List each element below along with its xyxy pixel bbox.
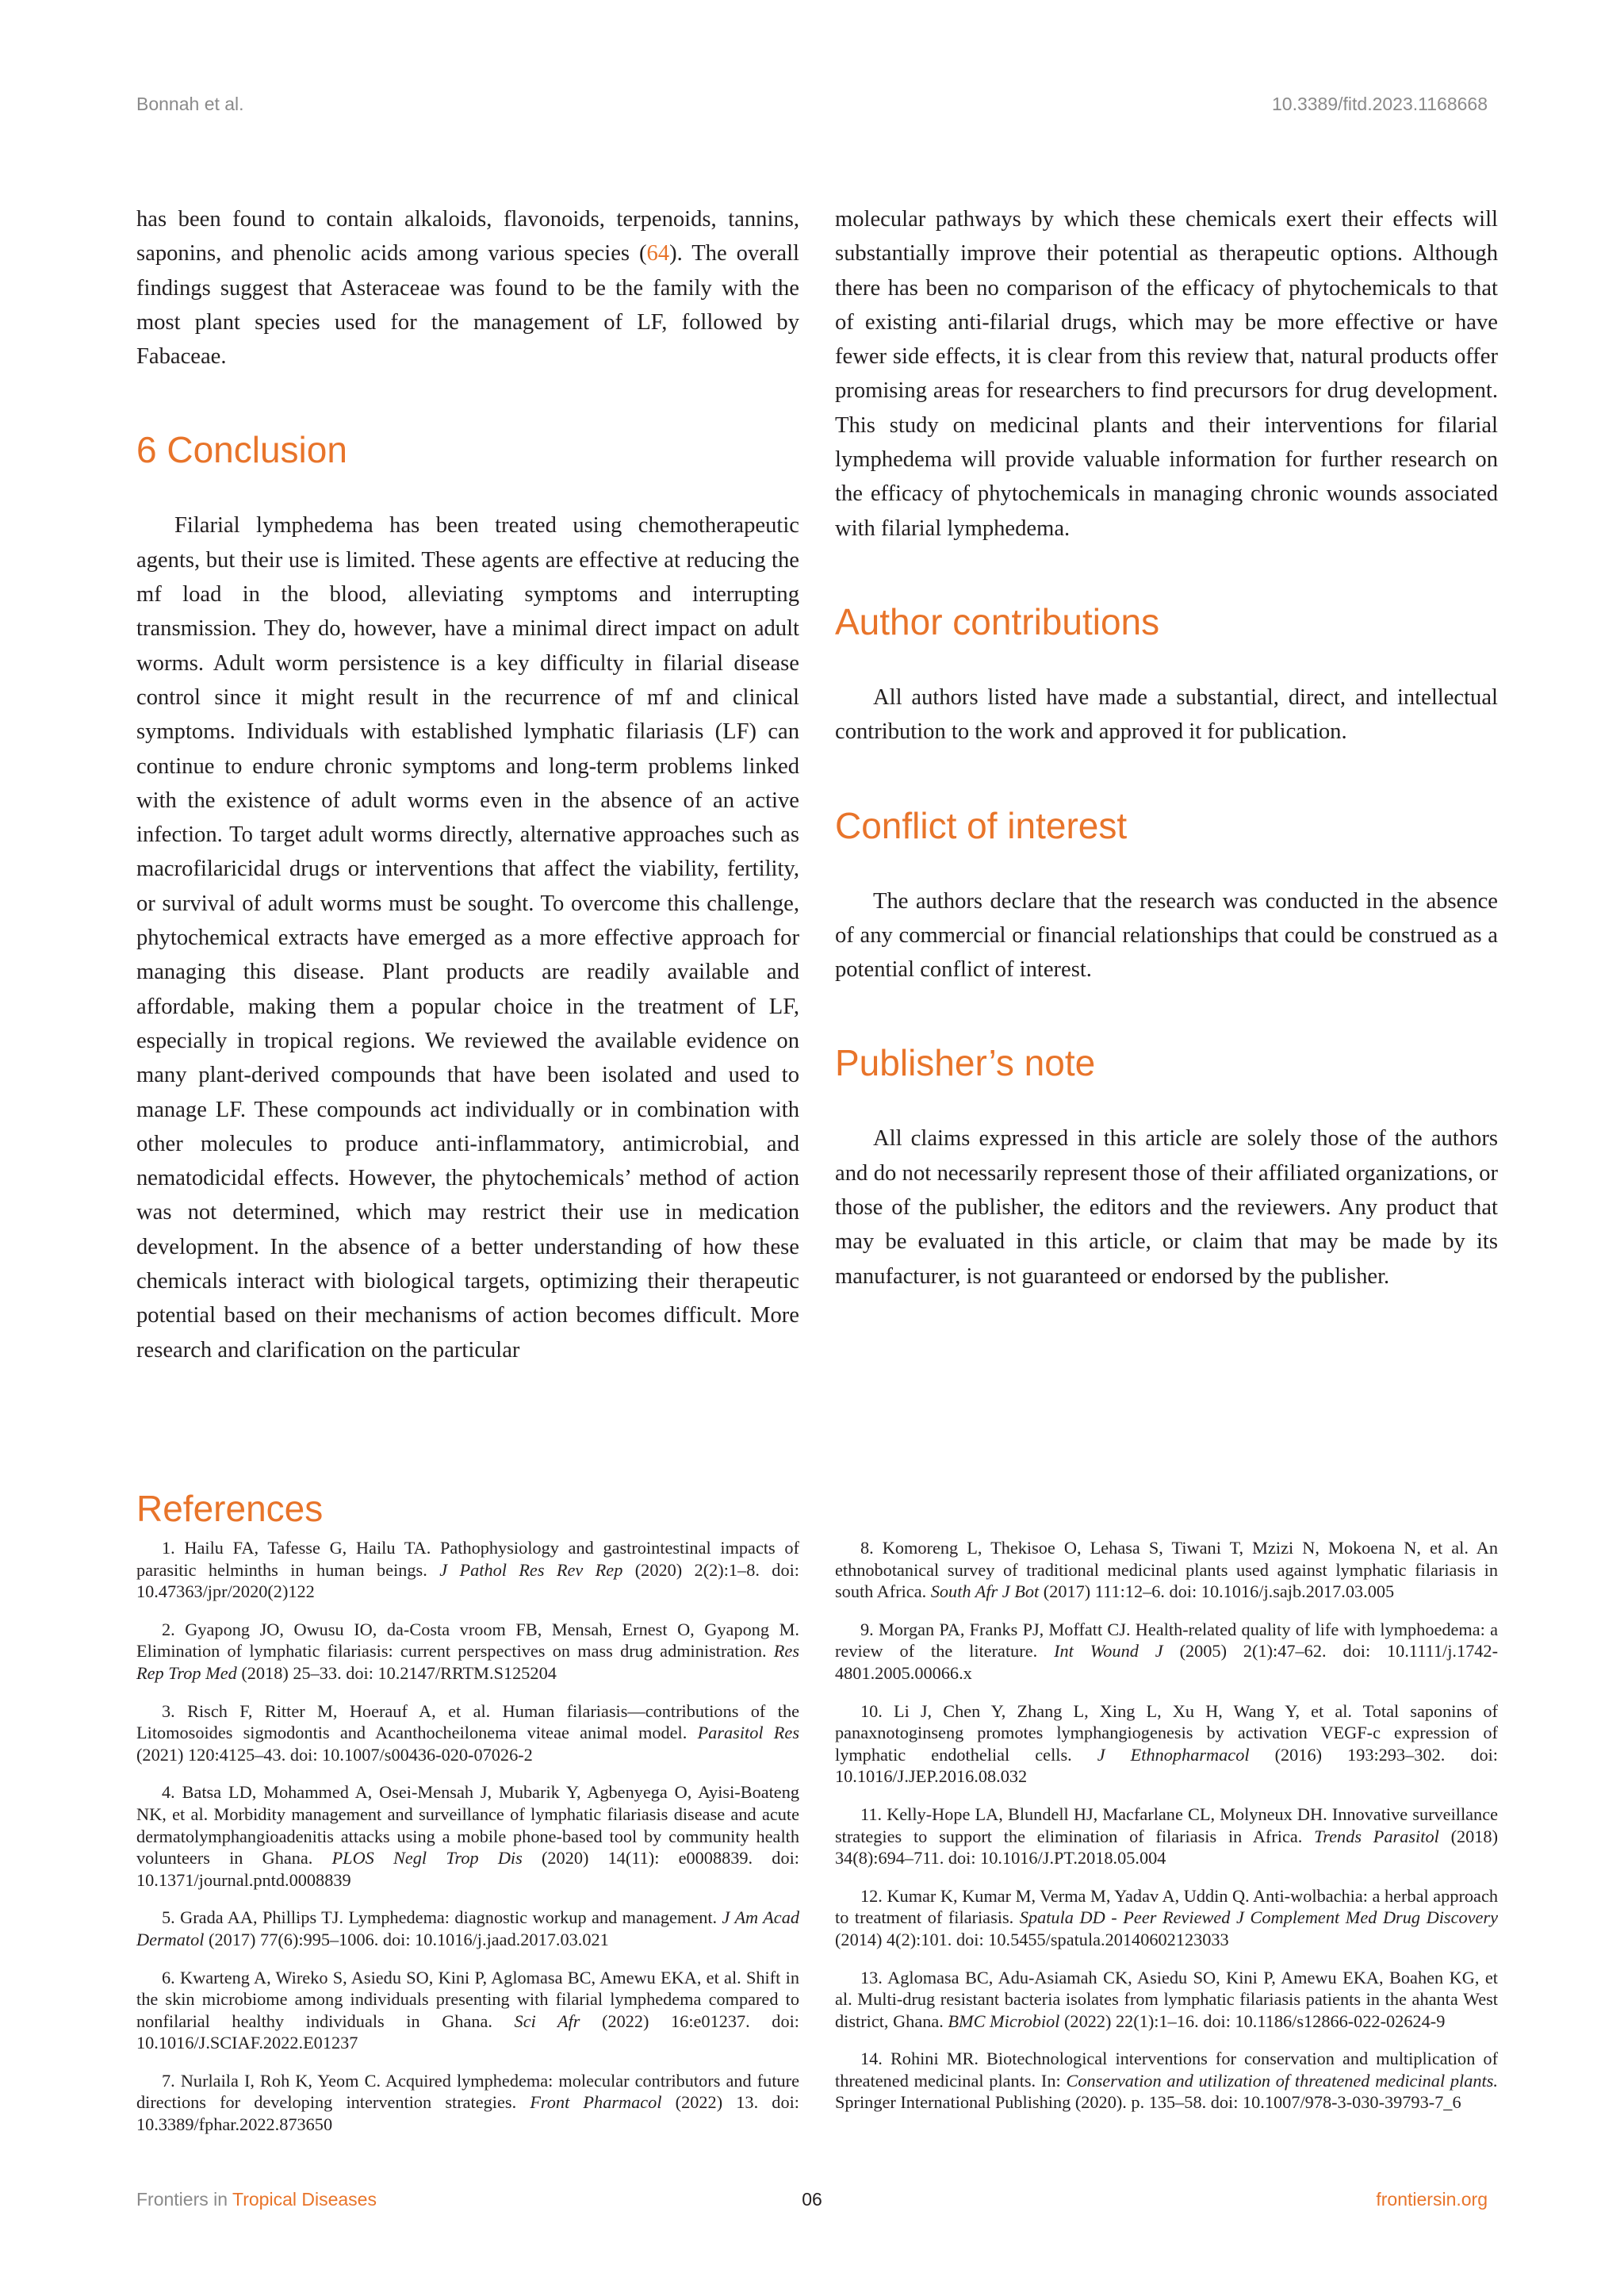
reference-item: 3. Risch F, Ritter M, Hoerauf A, et al. Human filariasis—contributions of the Litomosoides sigmodontis and Acanthocheilonema viteae animal model. Parasitol Res (2021) 120:4125–43. doi: 10.1007/s00436-020-07026-2 xyxy=(136,1700,799,1765)
header-authors: Bonnah et al. xyxy=(136,94,244,114)
reference-item: 11. Kelly-Hope LA, Blundell HJ, Macfarlane CL, Molyneux DH. Innovative surveillance strategies to support the elimination of filariasis in Africa. Trends Parasitol (2018) 34(8):694–711. doi: 10.1016/J.PT.2018.05.004 xyxy=(835,1803,1499,1869)
reference-item: 14. Rohini MR. Biotechnological interventions for conservation and multiplication of threatened medicinal plants. In: Conservation and utilization of threatened medicinal plants. Springer International Publishing (2020). p. 135–58. doi: 10.1007/978-3-030-39793-7_6 xyxy=(835,2049,1498,2113)
citation-link-64[interactable]: 64 xyxy=(646,241,670,266)
publishers-note-heading: Publisher’s note xyxy=(835,1042,1096,1084)
reference-item: 6. Kwarteng A, Wireko S, Asiedu SO, Kini P, Aglomasa BC, Amewu EKA, et al. Shift in the skin microbiome among individuals presenting with filarial lymphedema compared to nonfilarial healthy individuals in Ghana. Sci Afr (2022) 16:e01237. doi: 10.1016/J.SCIAF.2022.E01237 xyxy=(136,1967,799,2053)
footer-site-link[interactable]: frontiersin.org xyxy=(1376,2189,1488,2210)
author-contributions-paragraph: All authors listed have made a substantial, direct, and intellectual contribution to the work and approved it for publication. xyxy=(835,684,1498,745)
references-left-column xyxy=(136,1537,799,2152)
references-right-column xyxy=(835,1537,1498,2129)
reference-item: 1. Hailu FA, Tafesse G, Hailu TA. Pathophysiology and gastrointestinal impacts of parasitic helminths in human beings. J Pathol Res Rev Rep (2020) 2(2):1–8. doi: 10.47363/jpr/2020(2)122 xyxy=(136,1538,799,1602)
reference-item: 5. Grada AA, Phillips TJ. Lymphedema: diagnostic workup and management. J Am Acad Dermatol (2017) 77(6):995–1006. doi: 10.1016/j.jaad.2017.03.021 xyxy=(136,1907,799,1949)
left-column xyxy=(136,202,799,1367)
reference-item: 13. Aglomasa BC, Adu-Asiamah CK, Asiedu SO, Kini P, Amewu EKA, Boahen KG, et al. Multi-drug resistant bacteria isolates from lymphatic filariasis patients in the ahanta West district, Ghana. BMC Microbiol (2022) 22(1):1–16. doi: 10.1186/s12866-022-02624-9 xyxy=(835,1967,1498,2031)
reference-item: 9. Morgan PA, Franks PJ, Moffatt CJ. Health-related quality of life with lymphoedema: a review of the literature. Int Wound J (2005) 2(1):47–62. doi: 10.1111/j.1742-4801.2005.00066.x xyxy=(835,1619,1498,1683)
reference-item: 2. Gyapong JO, Owusu IO, da-Costa vroom FB, Mensah, Ernest O, Gyapong M. Elimination of lymphatic filariasis: current perspectives on mass drug administration. Res Rep Trop Med (2018) 25–33. doi: 10.2147/RRTM.S125204 xyxy=(136,1619,799,1683)
reference-item: 10. Li J, Chen Y, Zhang L, Xing L, Xu H, Wang Y, et al. Total saponins of panaxnotoginseng promotes lymphangiogenesis by activation VEGF-c expression of lymphatic endothelial cells. J Ethnopharmacol (2016) 193:293–302. doi: 10.1016/J.JEP.2016.08.032 xyxy=(835,1700,1499,1787)
header-doi: 10.3389/fitd.2023.1168668 xyxy=(1272,94,1488,114)
conclusion-paragraph: Filarial lymphedema has been treated using chemotherapeutic agents, but their use is limited. These agents are effective at reducing the mf load in the blood, alleviating symptoms and interrupting transmission. They do, however, have a minimal direct impact on adult worms. Adult worm persistence is a key difficulty in filarial disease control since it might result in the recurrence of mf and clinical symptoms. Individuals with established lymphatic filariasis (LF) can continue to endure chronic symptoms and long-term problems linked with the existence of adult worms even in the absence of an active infection. To target adult worms directly, alternative approaches such as macrofilaricidal drugs or interventions that affect the viability, fertility, or survival of adult worms must be sought. To overcome this challenge, phytochemical extracts have emerged as a more effective approach for managing this disease. Plant products are readily available and affordable, making them a popular choice in the treatment of LF, especially in tropical regions. We reviewed the available evidence on many plant-derived compounds that have been isolated and used to manage LF. These compounds act individually or in combination with other molecules to produce anti-inflammatory, antimicrobial, and nematodicidal effects. However, the phytochemicals’ method of action was not determined, which may restrict their use in medication development. In the absence of a better understanding of how these chemicals interact with biological targets, optimizing their therapeutic potential based on their mechanisms of action becomes difficult. More research and clarification on the particular xyxy=(136,513,799,1363)
conflict-of-interest-paragraph: The authors declare that the research was conducted in the absence of any commercial or financial relationships that could be construed as a potential conflict of interest. xyxy=(835,888,1498,983)
reference-item: 12. Kumar K, Kumar M, Verma M, Yadav A, Uddin Q. Anti-wolbachia: a herbal approach to treatment of filariasis. Spatula DD - Peer Reviewed J Complement Med Drug Discovery (2014) 4(2):101. doi: 10.5455/spatula.20140602123033 xyxy=(835,1885,1498,1949)
publishers-note-paragraph: All claims expressed in this article are solely those of the authors and do not necessarily represent those of their affiliated organizations, or those of the publisher, the editors and the reviewers. Any product that may be evaluated in this article, or claim that may be made by its manufacturer, is not guaranteed or endorsed by the publisher. xyxy=(835,1126,1498,1289)
author-contributions-heading: Author contributions xyxy=(835,600,1160,642)
right-column xyxy=(835,202,1498,1294)
references-heading: References xyxy=(136,1488,324,1529)
page-number: 06 xyxy=(802,2189,822,2210)
intro-paragraph: has been found to contain alkaloids, flavonoids, terpenoids, tannins, saponins, and phenolic acids among various species (64). The overall findings suggest that Asteraceae was found to be the family with the most plant species used for the management of LF, followed by Fabaceae. xyxy=(136,207,799,370)
page-footer xyxy=(136,2189,1488,2213)
conflict-of-interest-heading: Conflict of interest xyxy=(835,804,1128,846)
reference-item: 4. Batsa LD, Mohammed A, Osei-Mensah J, Mubarik Y, Agbenyega O, Ayisi-Boateng NK, et al. Morbidity management and surveillance of lymphatic filariasis disease and acute dermatolymphangioadenitis attacks using a mobile phone-based tool by community health volunteers in Ghana. PLOS Negl Trop Dis (2020) 14(11): e0008839. doi: 10.1371/journal.pntd.0008839 xyxy=(136,1782,799,1890)
conclusion-continued-paragraph: molecular pathways by which these chemicals exert their effects will substantially improve their potential as therapeutic options. Although there has been no comparison of the efficacy of phytochemicals to that of existing anti-filarial drugs, which may be more effective or have fewer side effects, it is clear from this review that, natural products offer promising areas for researchers to find precursors for drug development. This study on medicinal plants and their interventions for filarial lymphedema will provide valuable information for further research on the efficacy of phytochemicals in managing chronic wounds associated with filarial lymphedema. xyxy=(835,207,1498,541)
reference-item: 7. Nurlaila I, Roh K, Yeom C. Acquired lymphedema: molecular contributors and future directions for developing intervention strategies. Front Pharmacol (2022) 13. doi: 10.3389/fphar.2022.873650 xyxy=(136,2070,799,2135)
conclusion-heading: 6 Conclusion xyxy=(136,429,347,471)
footer-journal: Frontiers in Tropical Diseases xyxy=(136,2189,377,2210)
reference-item: 8. Komoreng L, Thekisoe O, Lehasa S, Tiwani T, Mzizi N, Mokoena N, et al. An ethnobotanical survey of traditional medicinal plants used against lymphatic filariasis in south Africa. South Afr J Bot (2017) 111:12–6. doi: 10.1016/j.sajb.2017.03.005 xyxy=(835,1538,1498,1602)
